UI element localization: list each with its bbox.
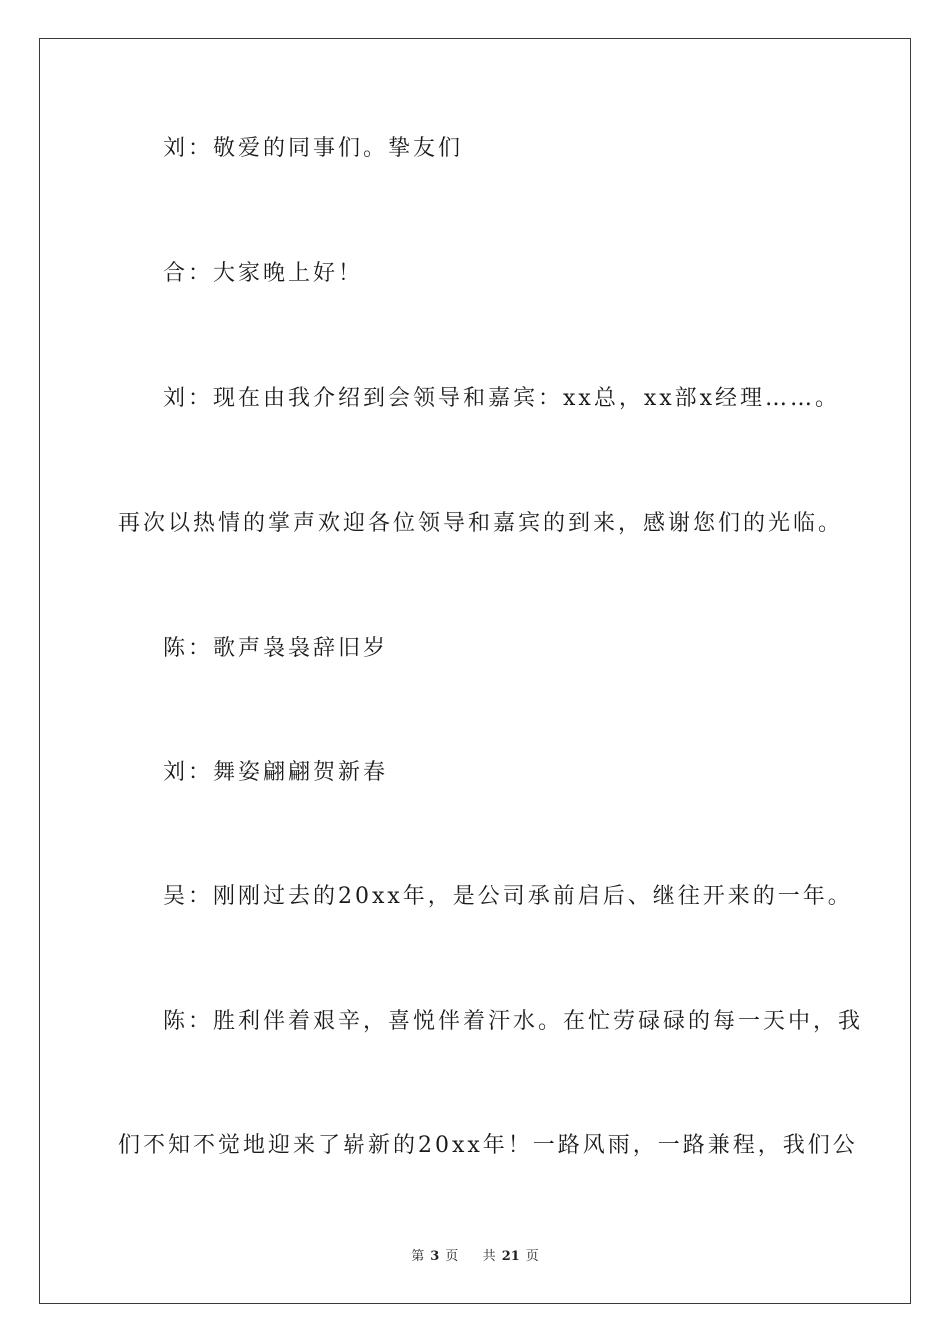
text-line-2: 合：大家晚上好！ [163,261,364,286]
text-line-5: 陈：歌声袅袅辞旧岁 [163,636,389,661]
total-suffix: 页 [525,1249,539,1264]
page-prefix: 第 [411,1249,425,1264]
text-line-7: 吴：刚刚过去的20xx年，是公司承前启后、继往开来的一年。 [163,884,853,909]
text-line-6: 刘：舞姿翩翩贺新春 [163,760,389,785]
page-suffix: 页 [445,1249,459,1264]
text-line-3: 刘：现在由我介绍到会领导和嘉宾：xx总，xx部x经理……。 [163,386,841,411]
page-indicator [408,1249,461,1264]
page-number: 3 [430,1249,440,1264]
text-line-4: 再次以热情的掌声欢迎各位领导和嘉宾的到来，感谢您们的光临。 [118,511,844,536]
total-prefix: 共 [482,1249,496,1264]
page-border [39,38,911,1304]
total-pages-indicator [480,1249,542,1264]
text-line-8: 陈：胜利伴着艰辛，喜悦伴着汗水。在忙劳碌碌的每一天中，我 [163,1009,864,1034]
page-footer [0,1248,950,1266]
text-line-9: 们不知不觉地迎来了崭新的20xx年！一路风雨，一路兼程，我们公 [118,1133,858,1158]
total-pages: 21 [501,1249,520,1264]
text-line-1: 刘：敬爱的同事们。挚友们 [163,136,464,161]
